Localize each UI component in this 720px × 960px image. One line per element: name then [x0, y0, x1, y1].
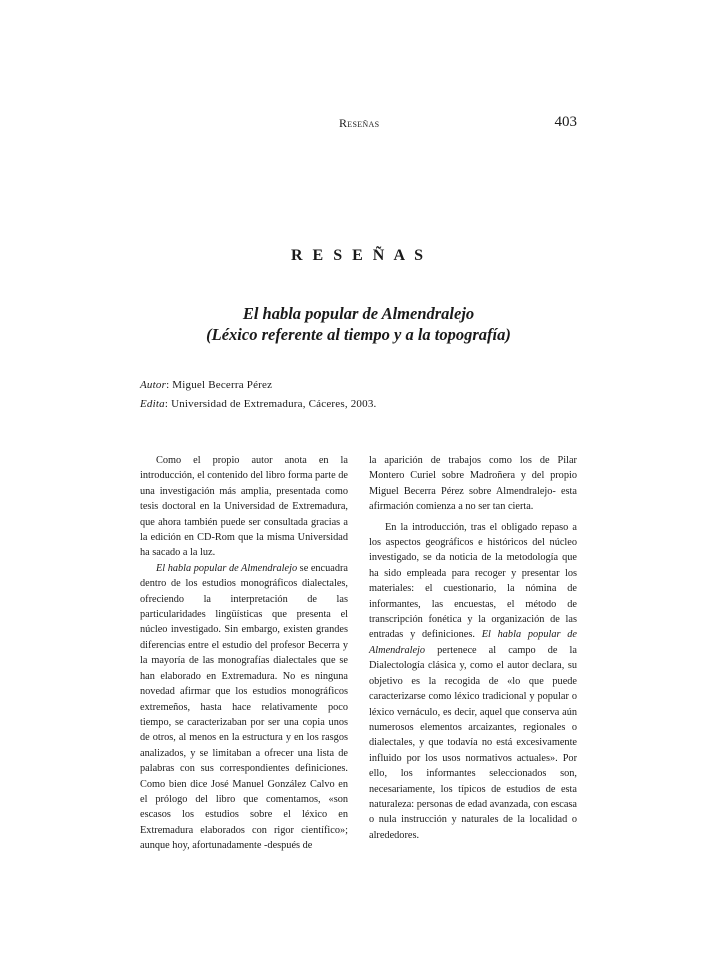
- book-title: [140, 303, 577, 345]
- section-title: R E S E Ñ A S: [290, 247, 427, 264]
- right-paragraph-2-before: En la introducción, tras el obligado repaso a los aspectos geográficos e históricos del núcleo investigado, se da noticia de la metodología que ha sido empleada para recoger y presentar los materiales: el cuestionario, la nómina de informantes, las encuestas, el método de transcripción fonética y la organización de las entradas y definiciones.: [369, 521, 577, 641]
- right-paragraph-1: la aparición de trabajos como los de Pilar Montero Curiel sobre Madroñera y del propio Miguel Becerra Pérez sobre Almendralejo- esta afirmación comienza a no ser tan cierta.: [369, 455, 577, 513]
- author-label: Autor: [140, 379, 167, 391]
- left-column: [140, 453, 348, 854]
- publisher-line: Edita: Universidad de Extremadura, Cáceres, 2003.: [140, 398, 377, 410]
- book-title-line-1: El habla popular de Almendralejo: [242, 304, 475, 323]
- right-paragraph-2-book-title: El habla popular de Almendralejo: [369, 629, 577, 656]
- left-paragraph-1: Como el propio autor anota en la introducción, el contenido del libro forma parte de una investigación más amplia, presentada como tesis doctoral en la Universidad de Extremadura, que ahora también puede ser consultada gracias a la edición en CD-Rom que la misma Universidad ha sacado a la luz.: [140, 455, 348, 559]
- right-paragraph-2: [369, 520, 577, 844]
- author-name: Miguel Becerra Pérez: [172, 379, 273, 391]
- right-paragraph-2-after: pertenece al campo de la Dialectología clásica y, como el autor declara, su objetivo es la recogida de «lo que puede caracterizarse como léxico tradicional y popular o léxico vernáculo, es decir, aquel que conserva aún numerosos elementos arcaizantes, regionales o dialectales, y que todavía no está excesivamente influido por los usos normativos actuales». Por ello, los informantes seleccionados son, necesariamente, los típicos de estudios de esta naturaleza: personas de edad avanzada, con escasa o nula instrucción y naturales de la localidad o alrededores.: [369, 644, 577, 841]
- publisher-name: Universidad de Extremadura, Cáceres, 2003.: [171, 398, 377, 410]
- author-line: Autor: Miguel Becerra Pérez: [140, 379, 273, 391]
- book-title-line-2: (Léxico referente al tiempo y a la topografía): [206, 325, 511, 344]
- book-metadata: [140, 376, 577, 414]
- running-title: Reseñas: [339, 116, 380, 130]
- running-head: [140, 116, 577, 134]
- right-column: [369, 453, 577, 843]
- left-paragraph-2-book-title: El habla popular de Almendralejo: [156, 562, 298, 574]
- page-number: 403: [554, 114, 577, 130]
- publisher-label: Edita: [140, 398, 165, 410]
- left-paragraph-2: [140, 561, 348, 854]
- left-paragraph-2-text: se encuadra dentro de los estudios monográficos dialectales, ofreciendo la interpretación de las particularidades lingüísticas que presenta el núcleo investigado. Sin embargo, existen grandes diferencias entre el estudio del profesor Becerra y la mayoría de las monografías dialectales que se han elaborado en Extremadura. No es ninguna novedad afirmar que los estudios monográficos extremeños, hasta hace relativamente poco tiempo, se caracterizaban por ser una copia unos de otros, al menos en la estructura y en los rasgos analizados, y se limitaban a ofrecer una lista de palabras con sus correspondientes definiciones. Como bien dice José Manuel González Calvo en el prólogo del libro que comentamos, «son escasos los estudios sobre el léxico en Extremadura elaborados con rigor científico»; aunque hoy, afortunadamente -después de: [140, 562, 348, 852]
